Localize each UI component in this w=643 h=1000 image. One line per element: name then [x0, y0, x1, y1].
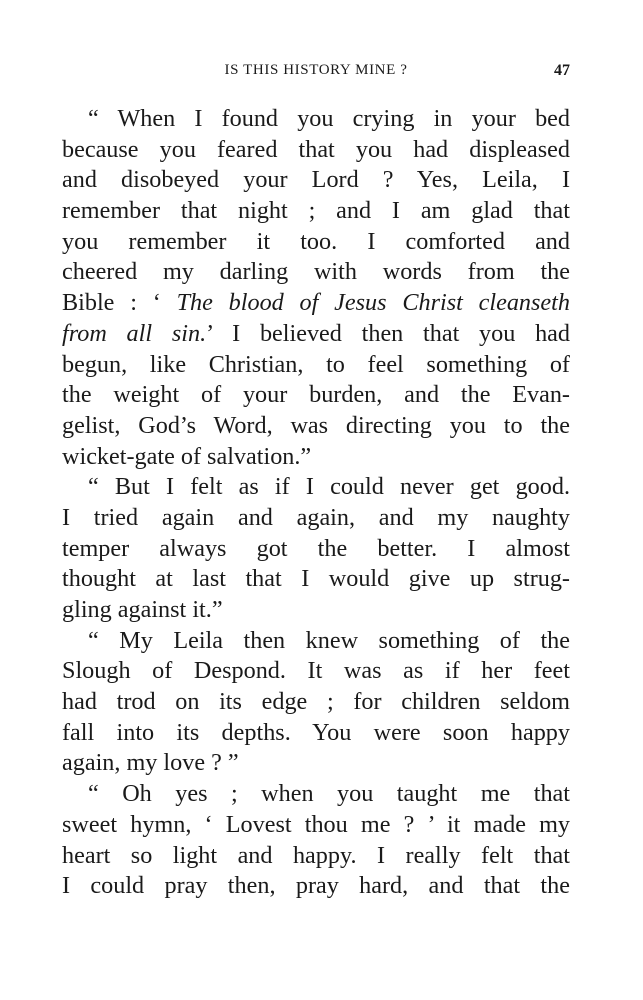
- page-number: 47: [554, 62, 570, 79]
- text-line: “ When I found you crying in your bed: [88, 105, 570, 132]
- italic-quotation: The blood of Jesus Christ cleanseth: [176, 289, 570, 317]
- text-line: and disobeyed your Lord ? Yes, Leila, I: [62, 166, 570, 194]
- text-line: wicket-gate of salvation.”: [62, 442, 312, 470]
- running-head: [62, 62, 570, 84]
- text-line: cheered my darling with words from the: [62, 258, 570, 286]
- italic-quotation: from all sin.: [62, 319, 207, 347]
- text-line: sweet hymn, ‘ Lovest thou me ? ’ it made my: [62, 810, 570, 838]
- text-line: [62, 319, 570, 350]
- text-line: Slough of Despond. It was as if her feet: [62, 657, 570, 685]
- text-line: begun, like Christian, to feel something of: [62, 350, 570, 378]
- text-line: had trod on its edge ; for children seldom: [62, 688, 570, 716]
- text-line: “ My Leila then knew something of the: [88, 626, 570, 654]
- text-line: gling against it.”: [62, 596, 223, 623]
- text-line: gelist, God’s Word, was directing you to the: [62, 411, 570, 439]
- text-line: the weight of your burden, and the Evan-: [62, 381, 570, 409]
- text-line: you remember it too. I comforted and: [62, 227, 570, 255]
- text-line: I could pray then, pray hard, and that the: [62, 872, 570, 900]
- running-title: IS THIS HISTORY MINE ?: [224, 62, 408, 78]
- text-line: thought at last that I would give up strug-: [62, 565, 570, 593]
- text-line: remember that night ; and I am glad that: [62, 197, 570, 225]
- body-text: [62, 104, 570, 902]
- text-line: “ Oh yes ; when you taught me that: [88, 780, 570, 808]
- line-text-after: ’ I believed then that you had: [206, 319, 570, 347]
- text-line: [62, 288, 570, 319]
- text-line: heart so light and happy. I really felt that: [62, 841, 570, 869]
- line-text-before: Bible : ‘: [62, 289, 177, 317]
- text-line: because you feared that you had displeased: [62, 135, 570, 163]
- text-line: I tried again and again, and my naughty: [62, 503, 570, 531]
- text-line: again, my love ? ”: [62, 749, 239, 777]
- text-line: fall into its depths. You were soon happy: [62, 718, 570, 746]
- text-line: temper always got the better. I almost: [62, 534, 570, 562]
- text-line: “ But I felt as if I could never get good.: [88, 473, 570, 501]
